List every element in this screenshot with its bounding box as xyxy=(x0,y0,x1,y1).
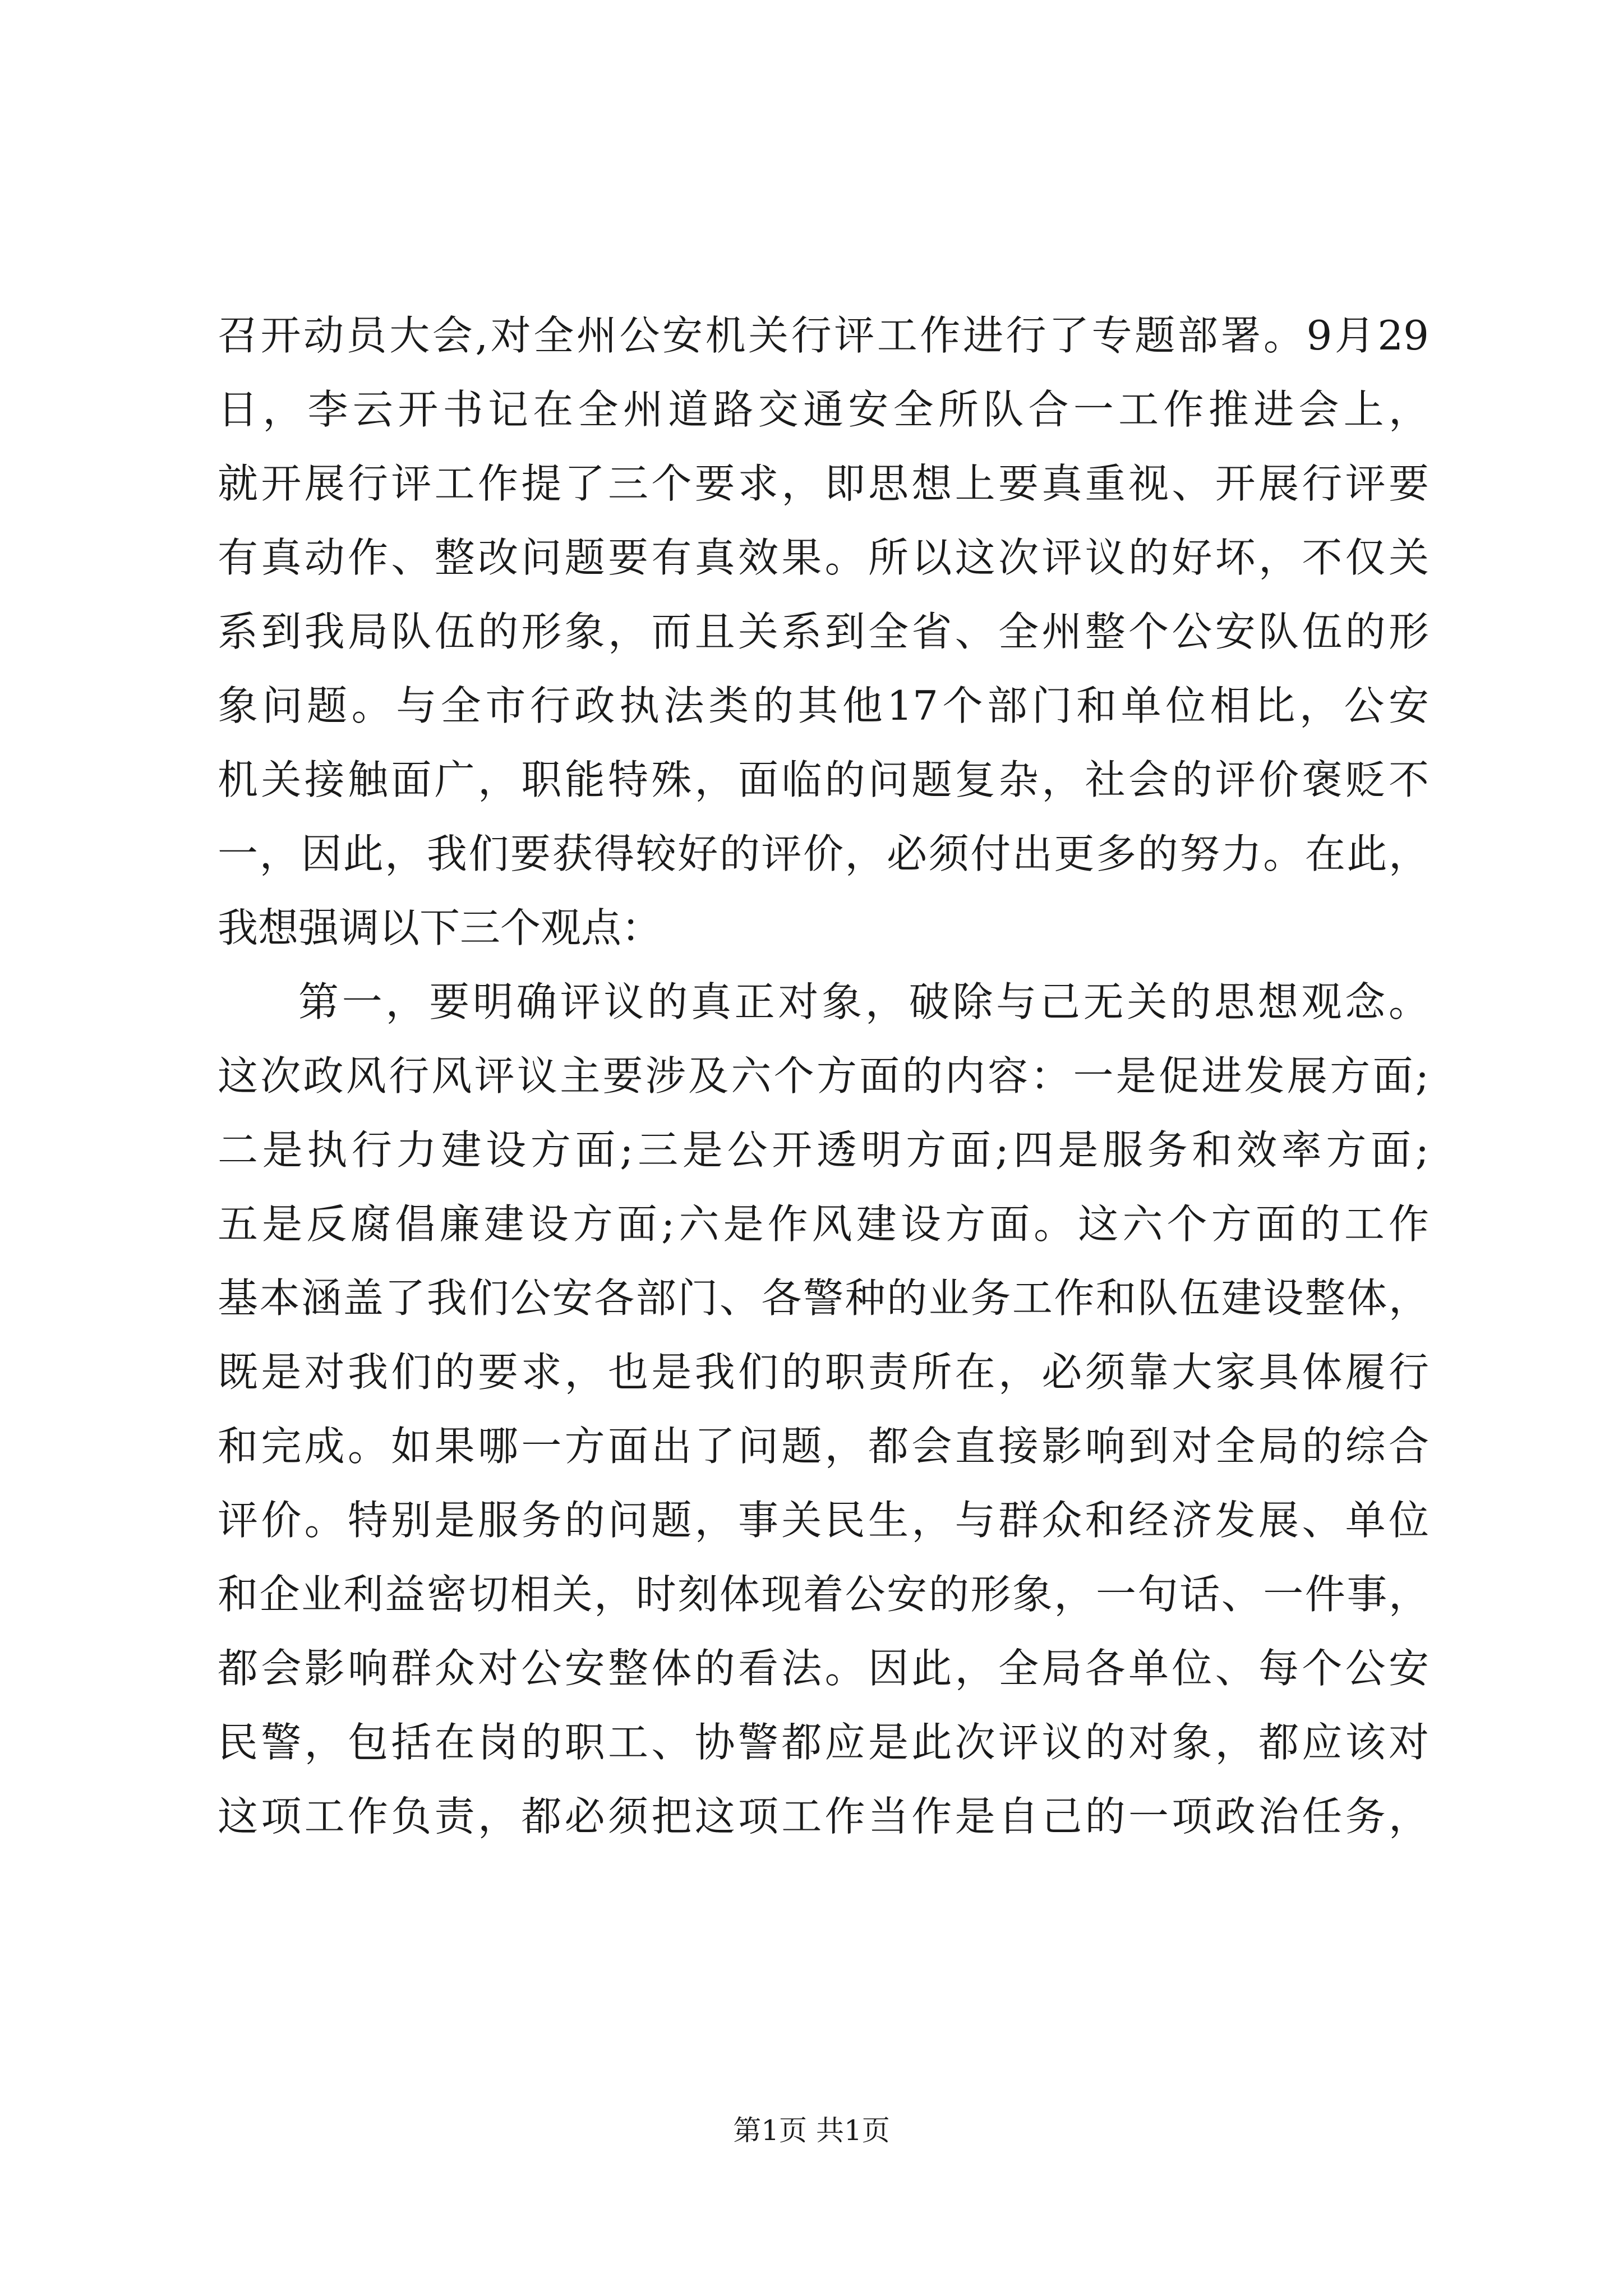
text-line: 既是对我们的要求，也是我们的职责所在，必须靠大家具体履行 xyxy=(218,1349,1429,1396)
text-line: 象问题。与全市行政执法类的其他17个部门和单位相比，公安 xyxy=(218,682,1429,729)
text-line: 都会影响群众对公安整体的看法。因此，全局各单位、每个公安 xyxy=(218,1645,1429,1692)
text-line: 评价。特别是服务的问题，事关民生，与群众和经济发展、单位 xyxy=(218,1497,1429,1544)
text-line: 机关接触面广，职能特殊，面临的问题复杂，社会的评价褒贬不 xyxy=(218,756,1429,803)
text-line: 日，李云开书记在全州道路交通安全所队合一工作推进会上， xyxy=(218,386,1429,433)
text-line: 就开展行评工作提了三个要求，即思想上要真重视、开展行评要 xyxy=(218,460,1429,507)
paragraph-first-line: 第一，要明确评议的真正对象，破除与己无关的思想观念。 xyxy=(298,978,1429,1025)
text-line: 一，因此，我们要获得较好的评价，必须付出更多的努力。在此， xyxy=(218,830,1429,877)
text-line: 和企业利益密切相关，时刻体现着公安的形象，一句话、一件事， xyxy=(218,1571,1429,1618)
text-line: 基本涵盖了我们公安各部门、各警种的业务工作和队伍建设整体， xyxy=(218,1274,1429,1322)
text-line: 召开动员大会,对全州公安机关行评工作进行了专题部署。9月29 xyxy=(218,312,1429,359)
text-line: 系到我局队伍的形象，而且关系到全省、全州整个公安队伍的形 xyxy=(218,608,1429,655)
text-line: 有真动作、整改问题要有真效果。所以这次评议的好坏，不仅关 xyxy=(218,534,1429,581)
text-line: 民警，包括在岗的职工、协警都应是此次评议的对象，都应该对 xyxy=(218,1719,1429,1766)
text-line: 五是反腐倡廉建设方面;六是作风建设方面。这六个方面的工作 xyxy=(218,1200,1429,1248)
page-footer xyxy=(0,2108,1623,2148)
page-number-label: 第1页 共1页 xyxy=(733,2114,890,2147)
text-line: 这次政风行风评议主要涉及六个方面的内容：一是促进发展方面; xyxy=(218,1052,1429,1099)
text-line: 我想强调以下三个观点： xyxy=(218,904,662,951)
document-body xyxy=(218,298,1429,1853)
text-line: 二是执行力建设方面;三是公开透明方面;四是服务和效率方面; xyxy=(218,1126,1429,1174)
text-line: 和完成。如果哪一方面出了问题，都会直接影响到对全局的综合 xyxy=(218,1423,1429,1470)
text-line: 这项工作负责，都必须把这项工作当作是自己的一项政治任务， xyxy=(218,1793,1429,1840)
